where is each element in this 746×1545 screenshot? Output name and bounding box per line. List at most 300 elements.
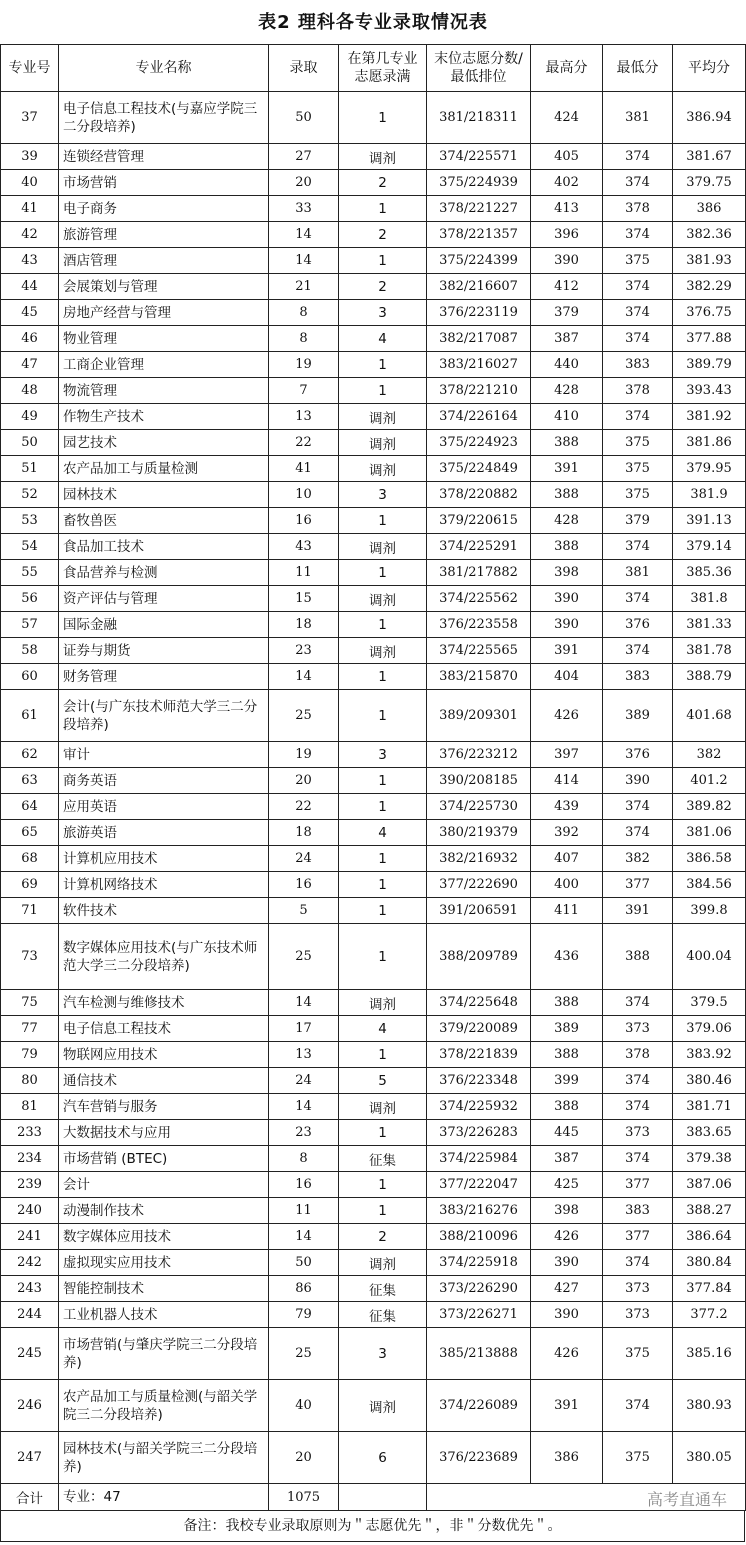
cell-admitted: 14: [269, 664, 339, 690]
cell-avg: 380.93: [673, 1380, 746, 1432]
table-title: 表2 理科各专业录取情况表: [258, 12, 488, 33]
cell-name: 物业管理: [59, 326, 269, 352]
cell-cutoff: 385/213888: [427, 1328, 531, 1380]
table-row: [1, 768, 746, 794]
cell-max: 390: [531, 1302, 603, 1328]
cell-avg: 401.2: [673, 768, 746, 794]
cell-code: 45: [1, 300, 59, 326]
cell-max: 410: [531, 404, 603, 430]
cell-min: 375: [603, 482, 673, 508]
table-row: [1, 1276, 746, 1302]
cell-max: 412: [531, 274, 603, 300]
watermark-text: 高考直通车: [646, 1490, 727, 1509]
cell-min: 383: [603, 1198, 673, 1224]
table-row: [1, 430, 746, 456]
cell-choice: 调剂: [339, 404, 427, 430]
cell-cutoff: 374/225565: [427, 638, 531, 664]
cell-min: 373: [603, 1276, 673, 1302]
cell-choice: 2: [339, 170, 427, 196]
cell-admitted: 50: [269, 1250, 339, 1276]
cell-avg: 386.94: [673, 92, 746, 144]
cell-avg: 381.71: [673, 1094, 746, 1120]
cell-name: 农产品加工与质量检测: [59, 456, 269, 482]
cell-name: 数字媒体应用技术: [59, 1224, 269, 1250]
cell-choice: 1: [339, 664, 427, 690]
table-row: [1, 1042, 746, 1068]
cell-cutoff: 374/226089: [427, 1380, 531, 1432]
cell-max: 391: [531, 1380, 603, 1432]
cell-min: 374: [603, 990, 673, 1016]
cell-cutoff: 373/226283: [427, 1120, 531, 1146]
cell-code: 68: [1, 846, 59, 872]
cell-avg: 379.38: [673, 1146, 746, 1172]
cell-name: 连锁经营管理: [59, 144, 269, 170]
cell-choice: 1: [339, 872, 427, 898]
cell-min: 374: [603, 586, 673, 612]
cell-name: 汽车营销与服务: [59, 1094, 269, 1120]
cell-admitted: 19: [269, 742, 339, 768]
cell-code: 246: [1, 1380, 59, 1432]
table-row: [1, 1172, 746, 1198]
cell-min: 378: [603, 196, 673, 222]
cell-name: 市场营销(与肇庆学院三二分段培养): [59, 1328, 269, 1380]
cell-max: 428: [531, 378, 603, 404]
cell-min: 376: [603, 742, 673, 768]
cell-admitted: 14: [269, 1094, 339, 1120]
table-row: [1, 1094, 746, 1120]
cell-avg: 381.06: [673, 820, 746, 846]
cell-choice: 3: [339, 300, 427, 326]
table-row: [1, 1146, 746, 1172]
cell-admitted: 24: [269, 1068, 339, 1094]
cell-min: 374: [603, 300, 673, 326]
cell-avg: 389.79: [673, 352, 746, 378]
cell-choice: 2: [339, 222, 427, 248]
table-row: [1, 1224, 746, 1250]
cell-admitted: 40: [269, 1380, 339, 1432]
cell-choice: 4: [339, 326, 427, 352]
cell-min: 376: [603, 612, 673, 638]
cell-choice: 1: [339, 690, 427, 742]
table-row: [1, 586, 746, 612]
cell-admitted: 13: [269, 404, 339, 430]
cell-min: 375: [603, 430, 673, 456]
cell-name: 酒店管理: [59, 248, 269, 274]
cell-min: 374: [603, 1380, 673, 1432]
cell-name: 工业机器人技术: [59, 1302, 269, 1328]
cell-choice: 调剂: [339, 1094, 427, 1120]
cell-code: 51: [1, 456, 59, 482]
cell-min: 381: [603, 92, 673, 144]
table-row: [1, 144, 746, 170]
cell-max: 379: [531, 300, 603, 326]
cell-admitted: 25: [269, 1328, 339, 1380]
cell-choice: 4: [339, 1016, 427, 1042]
cell-min: 375: [603, 1432, 673, 1484]
cell-avg: 377.88: [673, 326, 746, 352]
cell-code: 62: [1, 742, 59, 768]
cell-admitted: 13: [269, 1042, 339, 1068]
cell-code: 47: [1, 352, 59, 378]
cell-min: 374: [603, 1250, 673, 1276]
cell-cutoff: 376/223558: [427, 612, 531, 638]
cell-avg: 400.04: [673, 924, 746, 990]
cell-choice: 调剂: [339, 1250, 427, 1276]
table-row: [1, 456, 746, 482]
cell-avg: 379.14: [673, 534, 746, 560]
cell-cutoff: 381/217882: [427, 560, 531, 586]
header-row: [1, 45, 746, 92]
cell-name: 会计(与广东技术师范大学三二分段培养): [59, 690, 269, 742]
cell-code: 241: [1, 1224, 59, 1250]
cell-avg: 387.06: [673, 1172, 746, 1198]
table-row: [1, 378, 746, 404]
cell-cutoff: 382/216932: [427, 846, 531, 872]
cell-choice: 调剂: [339, 638, 427, 664]
table-row: [1, 664, 746, 690]
cell-choice: 6: [339, 1432, 427, 1484]
cell-max: 425: [531, 1172, 603, 1198]
cell-name: 园林技术: [59, 482, 269, 508]
cell-max: 388: [531, 534, 603, 560]
cell-min: 390: [603, 768, 673, 794]
cell-admitted: 17: [269, 1016, 339, 1042]
cell-cutoff: 379/220089: [427, 1016, 531, 1042]
cell-cutoff: 382/217087: [427, 326, 531, 352]
cell-code: 77: [1, 1016, 59, 1042]
cell-min: 374: [603, 638, 673, 664]
table-row: [1, 404, 746, 430]
cell-choice: 1: [339, 1198, 427, 1224]
cell-choice: 征集: [339, 1302, 427, 1328]
cell-cutoff: 390/208185: [427, 768, 531, 794]
header-choice: 在第几专业志愿录满: [339, 45, 427, 92]
cell-name: 通信技术: [59, 1068, 269, 1094]
table-row: [1, 690, 746, 742]
cell-max: 387: [531, 1146, 603, 1172]
cell-code: 243: [1, 1276, 59, 1302]
table-body: [1, 92, 746, 1484]
cell-min: 375: [603, 456, 673, 482]
cell-max: 402: [531, 170, 603, 196]
cell-choice: 1: [339, 196, 427, 222]
cell-name: 会展策划与管理: [59, 274, 269, 300]
cell-code: 61: [1, 690, 59, 742]
cell-admitted: 79: [269, 1302, 339, 1328]
table-row: [1, 352, 746, 378]
cell-avg: 380.46: [673, 1068, 746, 1094]
table-row: [1, 1380, 746, 1432]
cell-name: 物联网应用技术: [59, 1042, 269, 1068]
cell-avg: 386.64: [673, 1224, 746, 1250]
cell-admitted: 20: [269, 1432, 339, 1484]
cell-max: 388: [531, 1094, 603, 1120]
cell-admitted: 10: [269, 482, 339, 508]
cell-choice: 调剂: [339, 1380, 427, 1432]
cell-cutoff: 391/206591: [427, 898, 531, 924]
total-label: 合计: [1, 1484, 59, 1511]
cell-max: 390: [531, 586, 603, 612]
table-row: [1, 196, 746, 222]
table-row: [1, 300, 746, 326]
header-admitted: 录取: [269, 45, 339, 92]
cell-choice: 1: [339, 898, 427, 924]
cell-cutoff: 375/224849: [427, 456, 531, 482]
cell-code: 71: [1, 898, 59, 924]
cell-choice: 调剂: [339, 456, 427, 482]
cell-choice: 1: [339, 92, 427, 144]
cell-admitted: 14: [269, 248, 339, 274]
cell-code: 52: [1, 482, 59, 508]
table-row: [1, 898, 746, 924]
cell-max: 440: [531, 352, 603, 378]
cell-avg: 379.95: [673, 456, 746, 482]
cell-name: 证券与期货: [59, 638, 269, 664]
cell-max: 405: [531, 144, 603, 170]
cell-admitted: 18: [269, 612, 339, 638]
cell-max: 388: [531, 482, 603, 508]
cell-avg: 380.05: [673, 1432, 746, 1484]
cell-min: 374: [603, 222, 673, 248]
cell-name: 会计: [59, 1172, 269, 1198]
cell-name: 旅游管理: [59, 222, 269, 248]
cell-cutoff: 376/223348: [427, 1068, 531, 1094]
cell-name: 作物生产技术: [59, 404, 269, 430]
cell-choice: 征集: [339, 1276, 427, 1302]
header-cutoff: 末位志愿分数/最低排位: [427, 45, 531, 92]
cell-name: 食品营养与检测: [59, 560, 269, 586]
cell-cutoff: 378/221357: [427, 222, 531, 248]
cell-choice: 2: [339, 274, 427, 300]
cell-cutoff: 374/225932: [427, 1094, 531, 1120]
cell-admitted: 22: [269, 794, 339, 820]
cell-admitted: 18: [269, 820, 339, 846]
cell-choice: 3: [339, 742, 427, 768]
cell-min: 374: [603, 1146, 673, 1172]
cell-max: 388: [531, 990, 603, 1016]
cell-admitted: 14: [269, 222, 339, 248]
cell-name: 动漫制作技术: [59, 1198, 269, 1224]
cell-code: 240: [1, 1198, 59, 1224]
total-blank-watermark: [427, 1484, 746, 1511]
cell-cutoff: 373/226290: [427, 1276, 531, 1302]
table-row: [1, 1328, 746, 1380]
cell-min: 377: [603, 1224, 673, 1250]
cell-admitted: 24: [269, 846, 339, 872]
cell-cutoff: 388/209789: [427, 924, 531, 990]
cell-code: 41: [1, 196, 59, 222]
total-blank: [339, 1484, 427, 1511]
cell-avg: 379.06: [673, 1016, 746, 1042]
cell-min: 374: [603, 1068, 673, 1094]
cell-admitted: 50: [269, 92, 339, 144]
cell-max: 390: [531, 248, 603, 274]
cell-max: 439: [531, 794, 603, 820]
cell-code: 50: [1, 430, 59, 456]
cell-code: 39: [1, 144, 59, 170]
cell-cutoff: 379/220615: [427, 508, 531, 534]
cell-name: 物流管理: [59, 378, 269, 404]
cell-admitted: 11: [269, 1198, 339, 1224]
cell-max: 390: [531, 1250, 603, 1276]
cell-max: 436: [531, 924, 603, 990]
cell-admitted: 86: [269, 1276, 339, 1302]
cell-min: 374: [603, 144, 673, 170]
cell-max: 427: [531, 1276, 603, 1302]
cell-avg: 388.79: [673, 664, 746, 690]
cell-cutoff: 383/216276: [427, 1198, 531, 1224]
cell-cutoff: 377/222690: [427, 872, 531, 898]
cell-name: 园艺技术: [59, 430, 269, 456]
cell-name: 食品加工技术: [59, 534, 269, 560]
cell-min: 381: [603, 560, 673, 586]
cell-name: 园林技术(与韶关学院三二分段培养): [59, 1432, 269, 1484]
cell-max: 398: [531, 1198, 603, 1224]
cell-avg: 381.86: [673, 430, 746, 456]
cell-name: 畜牧兽医: [59, 508, 269, 534]
cell-name: 计算机网络技术: [59, 872, 269, 898]
cell-code: 233: [1, 1120, 59, 1146]
cell-code: 65: [1, 820, 59, 846]
cell-code: 69: [1, 872, 59, 898]
cell-cutoff: 374/225571: [427, 144, 531, 170]
cell-code: 239: [1, 1172, 59, 1198]
cell-code: 247: [1, 1432, 59, 1484]
cell-choice: 1: [339, 378, 427, 404]
cell-avg: 393.43: [673, 378, 746, 404]
cell-avg: 384.56: [673, 872, 746, 898]
cell-max: 396: [531, 222, 603, 248]
cell-cutoff: 375/224939: [427, 170, 531, 196]
cell-cutoff: 374/225291: [427, 534, 531, 560]
cell-code: 58: [1, 638, 59, 664]
cell-avg: 383.65: [673, 1120, 746, 1146]
cell-choice: 调剂: [339, 430, 427, 456]
cell-min: 378: [603, 378, 673, 404]
cell-cutoff: 383/216027: [427, 352, 531, 378]
cell-avg: 377.2: [673, 1302, 746, 1328]
cell-cutoff: 374/225918: [427, 1250, 531, 1276]
cell-name: 审计: [59, 742, 269, 768]
table-row: [1, 326, 746, 352]
cell-avg: 381.67: [673, 144, 746, 170]
cell-max: 386: [531, 1432, 603, 1484]
cell-max: 424: [531, 92, 603, 144]
cell-choice: 1: [339, 794, 427, 820]
table-row: [1, 248, 746, 274]
cell-cutoff: 375/224399: [427, 248, 531, 274]
cell-min: 373: [603, 1016, 673, 1042]
cell-avg: 376.75: [673, 300, 746, 326]
cell-cutoff: 374/225730: [427, 794, 531, 820]
cell-max: 426: [531, 1224, 603, 1250]
cell-min: 375: [603, 1328, 673, 1380]
cell-max: 445: [531, 1120, 603, 1146]
cell-cutoff: 375/224923: [427, 430, 531, 456]
header-avg: 平均分: [673, 45, 746, 92]
cell-admitted: 8: [269, 300, 339, 326]
table-row: [1, 924, 746, 990]
table-row: [1, 274, 746, 300]
cell-min: 374: [603, 404, 673, 430]
cell-name: 数字媒体应用技术(与广东技术师范大学三二分段培养): [59, 924, 269, 990]
cell-max: 397: [531, 742, 603, 768]
cell-choice: 调剂: [339, 586, 427, 612]
footnote: 备注：我校专业录取原则为＂志愿优先＂，非＂分数优先＂。: [0, 1511, 745, 1542]
cell-code: 245: [1, 1328, 59, 1380]
cell-choice: 1: [339, 560, 427, 586]
cell-min: 374: [603, 820, 673, 846]
cell-min: 388: [603, 924, 673, 990]
table-row: [1, 222, 746, 248]
cell-avg: 380.84: [673, 1250, 746, 1276]
cell-code: 46: [1, 326, 59, 352]
cell-cutoff: 374/226164: [427, 404, 531, 430]
cell-min: 391: [603, 898, 673, 924]
cell-choice: 1: [339, 768, 427, 794]
cell-code: 81: [1, 1094, 59, 1120]
cell-code: 54: [1, 534, 59, 560]
cell-avg: 381.78: [673, 638, 746, 664]
cell-avg: 379.5: [673, 990, 746, 1016]
cell-admitted: 15: [269, 586, 339, 612]
cell-name: 工商企业管理: [59, 352, 269, 378]
cell-max: 391: [531, 638, 603, 664]
cell-min: 375: [603, 248, 673, 274]
table-row: [1, 1016, 746, 1042]
cell-max: 388: [531, 1042, 603, 1068]
cell-code: 79: [1, 1042, 59, 1068]
cell-cutoff: 389/209301: [427, 690, 531, 742]
cell-choice: 1: [339, 352, 427, 378]
cell-admitted: 16: [269, 1172, 339, 1198]
cell-min: 374: [603, 794, 673, 820]
cell-avg: 382: [673, 742, 746, 768]
table-row: [1, 1250, 746, 1276]
cell-max: 404: [531, 664, 603, 690]
cell-cutoff: 374/225648: [427, 990, 531, 1016]
cell-admitted: 8: [269, 326, 339, 352]
cell-cutoff: 376/223212: [427, 742, 531, 768]
cell-min: 378: [603, 1042, 673, 1068]
total-admitted: 1075: [269, 1484, 339, 1511]
cell-name: 商务英语: [59, 768, 269, 794]
cell-admitted: 19: [269, 352, 339, 378]
cell-max: 389: [531, 1016, 603, 1042]
cell-cutoff: 377/222047: [427, 1172, 531, 1198]
cell-max: 426: [531, 1328, 603, 1380]
cell-max: 411: [531, 898, 603, 924]
cell-name: 虚拟现实应用技术: [59, 1250, 269, 1276]
cell-min: 383: [603, 352, 673, 378]
table-row: [1, 534, 746, 560]
cell-max: 398: [531, 560, 603, 586]
cell-code: 60: [1, 664, 59, 690]
cell-avg: 382.36: [673, 222, 746, 248]
cell-cutoff: 378/221227: [427, 196, 531, 222]
cell-code: 48: [1, 378, 59, 404]
table-row: [1, 990, 746, 1016]
cell-cutoff: 374/225562: [427, 586, 531, 612]
cell-choice: 1: [339, 1120, 427, 1146]
table-row: [1, 170, 746, 196]
cell-avg: 381.92: [673, 404, 746, 430]
cell-name: 电子商务: [59, 196, 269, 222]
cell-cutoff: 378/221210: [427, 378, 531, 404]
cell-code: 244: [1, 1302, 59, 1328]
cell-choice: 1: [339, 612, 427, 638]
cell-name: 资产评估与管理: [59, 586, 269, 612]
